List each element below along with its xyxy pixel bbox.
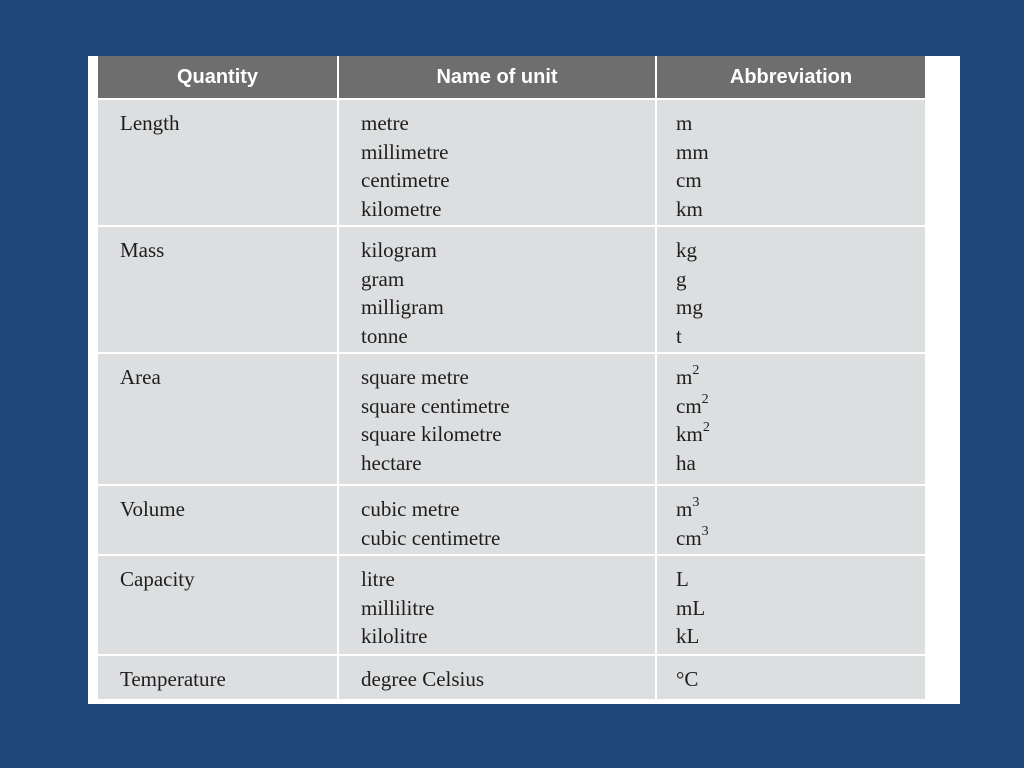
- abbreviation-cell: [657, 100, 925, 227]
- unit-name-cell: [339, 656, 657, 701]
- quantity-cell: Volume: [98, 486, 339, 556]
- unit-name: milligram: [361, 295, 444, 319]
- table-card: [88, 56, 960, 704]
- abbreviation: [676, 392, 925, 421]
- abbreviation: [676, 166, 925, 195]
- abbreviation-cell: [657, 227, 925, 354]
- abbreviation-cell: [657, 354, 925, 486]
- abbreviation: [676, 265, 925, 294]
- abbreviation-base: mg: [676, 295, 703, 319]
- abbreviation-base: cm: [676, 525, 702, 550]
- abbreviation-base: °C: [676, 667, 699, 691]
- unit-name: centimetre: [361, 168, 450, 192]
- abbreviation-cell: [657, 556, 925, 656]
- abbreviation-base: cm: [676, 393, 702, 418]
- abbreviation: [676, 495, 925, 524]
- unit-name: square kilometre: [361, 422, 502, 446]
- abbreviation-base: L: [676, 567, 689, 591]
- abbreviation-base: km: [676, 422, 703, 446]
- abbreviation: [676, 236, 925, 265]
- unit-name: kilolitre: [361, 624, 428, 648]
- abbreviation-base: ha: [676, 450, 696, 475]
- table-row: [98, 100, 925, 227]
- abbreviation: [676, 622, 925, 651]
- exponent: 2: [702, 420, 710, 435]
- quantity-cell: Length: [98, 100, 339, 227]
- unit-name: metre: [361, 111, 409, 135]
- unit-name: litre: [361, 567, 395, 591]
- abbreviation: [676, 138, 925, 167]
- header-unit-name: Name of unit: [339, 56, 657, 100]
- abbreviation-base: km: [676, 196, 703, 221]
- abbreviation: [676, 594, 925, 623]
- quantity-cell: Area: [98, 354, 339, 486]
- abbreviation-base: cm: [676, 168, 702, 192]
- unit-name-cell: [339, 486, 657, 556]
- header-abbreviation: Abbreviation: [657, 56, 925, 100]
- unit-name: square centimetre: [361, 393, 510, 418]
- unit-name: kilometre: [361, 196, 442, 221]
- table-row: [98, 227, 925, 354]
- header-row: [98, 56, 925, 100]
- abbreviation-base: kL: [676, 624, 700, 648]
- abbreviation-base: m: [676, 111, 693, 135]
- abbreviation: [676, 322, 925, 351]
- unit-name: gram: [361, 266, 405, 291]
- abbreviation: [676, 293, 925, 322]
- exponent: 3: [692, 495, 700, 510]
- abbreviation-cell: [657, 486, 925, 556]
- table-row: [98, 656, 925, 701]
- unit-name: millimetre: [361, 139, 449, 164]
- exponent: 2: [692, 363, 700, 378]
- quantity-cell: Capacity: [98, 556, 339, 656]
- abbreviation: [676, 420, 925, 449]
- abbreviation-base: kg: [676, 238, 697, 262]
- unit-name: cubic metre: [361, 497, 460, 521]
- abbreviation: [676, 363, 925, 392]
- unit-name: tonne: [361, 323, 408, 348]
- abbreviation-base: t: [676, 323, 682, 348]
- unit-name: square metre: [361, 365, 469, 389]
- table-row: [98, 556, 925, 656]
- unit-name: millilitre: [361, 595, 435, 620]
- abbreviation: [676, 109, 925, 138]
- unit-name-cell: [339, 354, 657, 486]
- abbreviation: [676, 449, 925, 478]
- abbreviation: [676, 524, 925, 553]
- unit-name-cell: [339, 556, 657, 656]
- header-quantity: Quantity: [98, 56, 339, 100]
- unit-name: cubic centimetre: [361, 525, 501, 550]
- units-table: [98, 56, 925, 701]
- table-row: [98, 354, 925, 486]
- exponent: 3: [701, 523, 709, 539]
- abbreviation-base: g: [676, 266, 687, 291]
- abbreviation-cell: [657, 656, 925, 701]
- unit-name: hectare: [361, 450, 422, 475]
- abbreviation-base: m: [676, 365, 693, 389]
- table-row: [98, 486, 925, 556]
- unit-name: kilogram: [361, 238, 437, 262]
- abbreviation-base: mm: [676, 139, 709, 164]
- abbreviation: [676, 195, 925, 224]
- unit-name-cell: [339, 227, 657, 354]
- exponent: 2: [701, 391, 709, 407]
- quantity-cell: Mass: [98, 227, 339, 354]
- quantity-cell: Temperature: [98, 656, 339, 701]
- abbreviation: [676, 565, 925, 594]
- abbreviation-base: mL: [676, 595, 706, 620]
- unit-name-cell: [339, 100, 657, 227]
- abbreviation: [676, 665, 925, 694]
- abbreviation-base: m: [676, 497, 693, 521]
- unit-name: degree Celsius: [361, 667, 485, 691]
